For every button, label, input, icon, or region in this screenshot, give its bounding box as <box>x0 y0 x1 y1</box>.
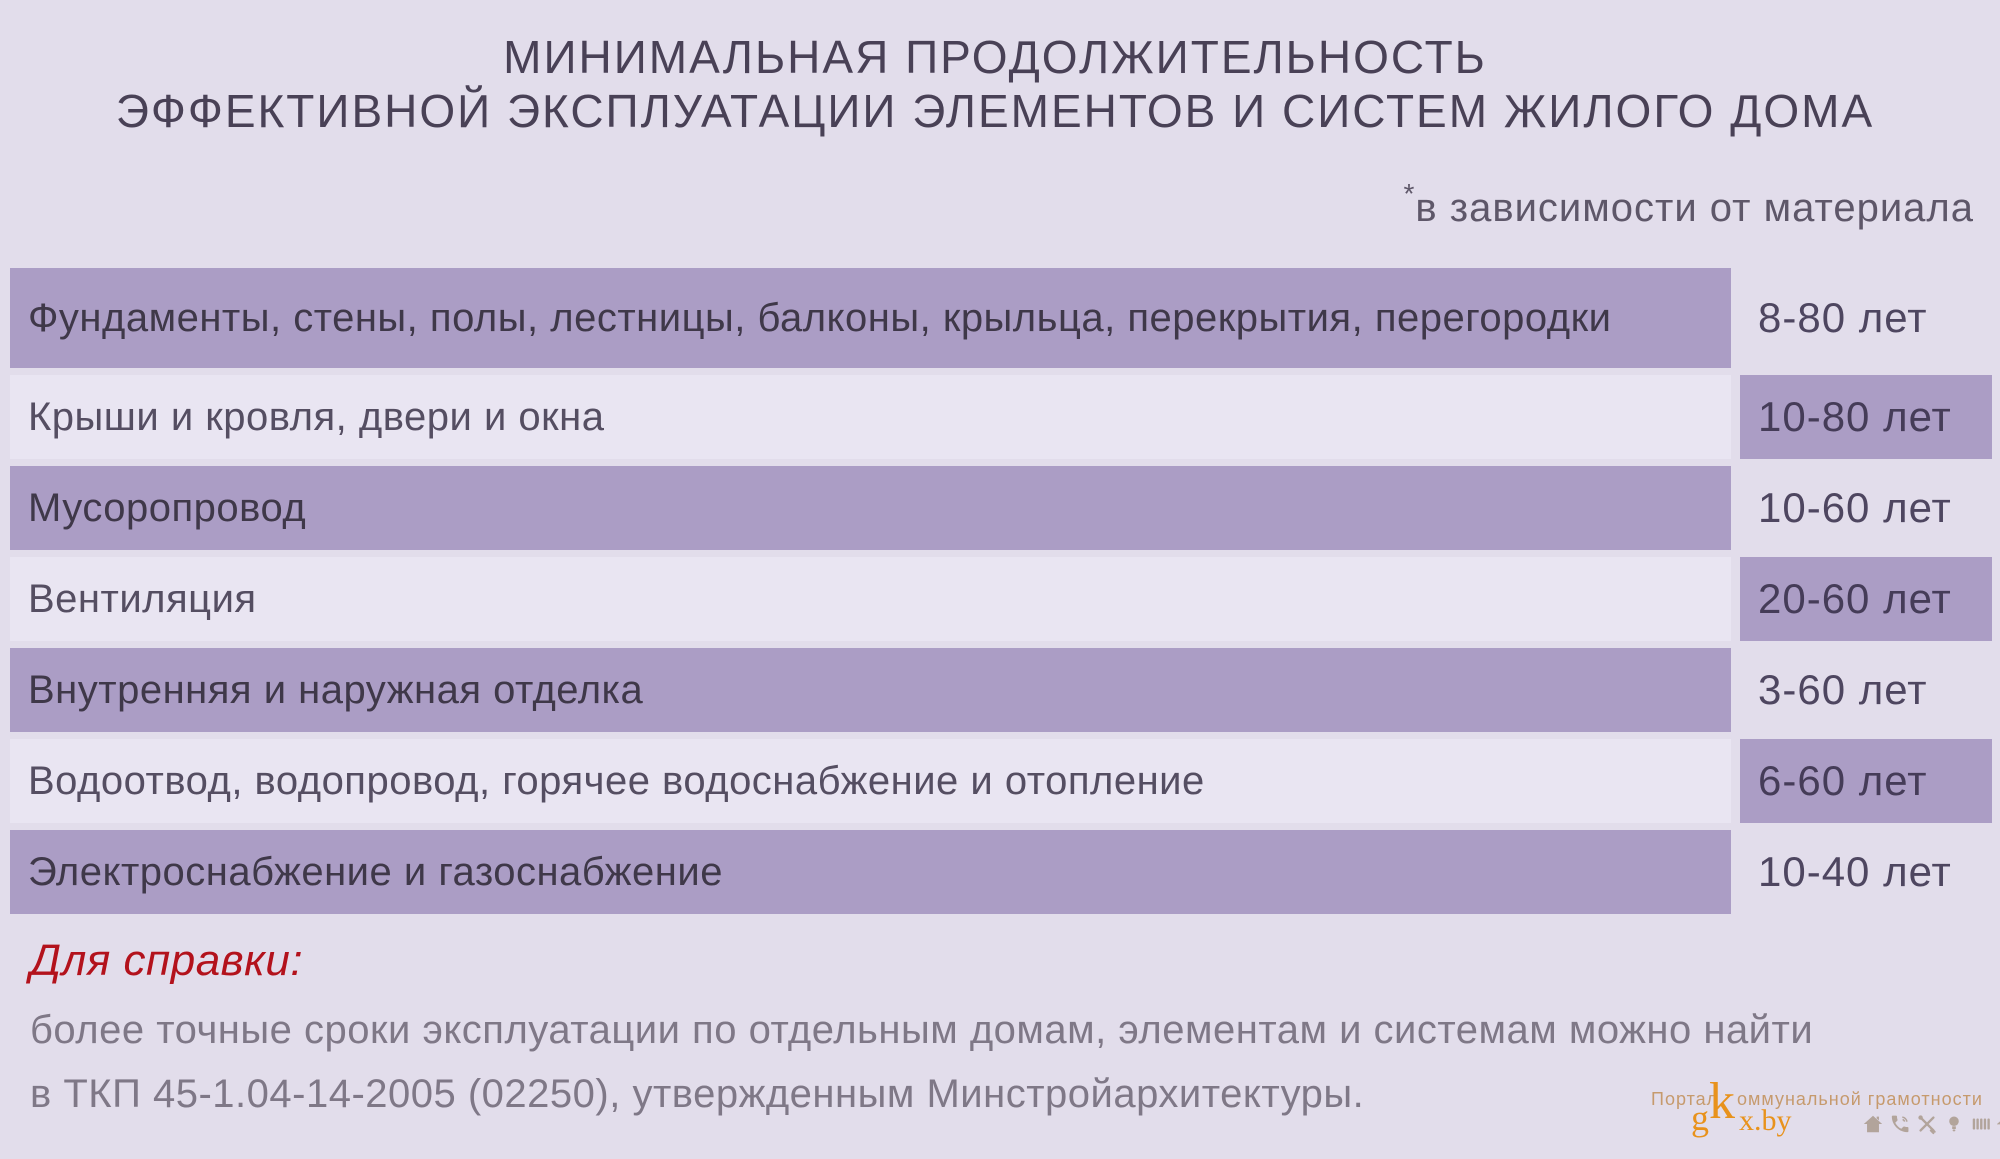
logo-portal-text: Портал <box>1651 1089 1719 1109</box>
table-row <box>0 648 2000 732</box>
table-row <box>0 268 2000 368</box>
row-value: 10-80 лет <box>1740 375 1992 459</box>
asterisk: * <box>1403 178 1416 209</box>
reference-line2: в ТКП 45-1.04-14-2005 (02250), утвержденным Минстройархитектуры. <box>30 1072 1365 1116</box>
logo-g: g <box>1691 1098 1709 1138</box>
bulb-icon <box>1943 1113 1965 1135</box>
logo-icon-strip <box>1862 1113 2000 1135</box>
page-title-line2: ЭФФЕКТИВНОЙ ЭКСПЛУАТАЦИИ ЭЛЕМЕНТОВ И СИСТЕМ ЖИЛОГО ДОМА <box>115 85 1875 137</box>
row-label: Фундаменты, стены, полы, лестницы, балконы, крыльца, перекрытия, перегородки <box>10 268 1731 368</box>
reference-heading: Для справки: <box>30 936 304 985</box>
row-value: 8-80 лет <box>1758 294 1928 341</box>
row-label: Электроснабжение и газоснабжение <box>10 830 1731 914</box>
table-row <box>0 739 2000 823</box>
row-label: Вентиляция <box>10 557 1731 641</box>
phone-icon <box>1889 1113 1911 1135</box>
table-row <box>0 557 2000 641</box>
reference-line1: более точные сроки эксплуатации по отдельным домам, элементам и системам можно найти <box>30 1008 1814 1052</box>
row-label: Внутренняя и наружная отделка <box>10 648 1731 732</box>
logo-xby: x.by <box>1739 1104 1792 1137</box>
material-note <box>1403 178 1974 231</box>
house-icon <box>1862 1113 1884 1135</box>
row-value: 10-60 лет <box>1758 484 1952 531</box>
radiator-icon <box>1970 1113 1992 1135</box>
row-value: 20-60 лет <box>1740 557 1992 641</box>
page-title-line1: МИНИМАЛЬНАЯ ПРОДОЛЖИТЕЛЬНОСТЬ <box>503 31 1487 83</box>
logo-big-k: k <box>1709 1073 1735 1130</box>
service-life-table <box>0 268 2000 914</box>
material-note-text: в зависимости от материала <box>1415 186 1974 230</box>
row-label: Крыши и кровля, двери и окна <box>10 375 1731 459</box>
table-row <box>0 830 2000 914</box>
logo-tagline-text: оммунальной грамотности <box>1737 1089 1983 1109</box>
table-row <box>0 466 2000 550</box>
row-value: 10-40 лет <box>1758 848 1952 895</box>
tools-icon <box>1916 1113 1938 1135</box>
row-label: Мусоропровод <box>10 466 1731 550</box>
table-row <box>0 375 2000 459</box>
row-value: 6-60 лет <box>1740 739 1992 823</box>
row-label: Водоотвод, водопровод, горячее водоснабжение и отопление <box>10 739 1731 823</box>
row-value: 3-60 лет <box>1758 666 1928 713</box>
